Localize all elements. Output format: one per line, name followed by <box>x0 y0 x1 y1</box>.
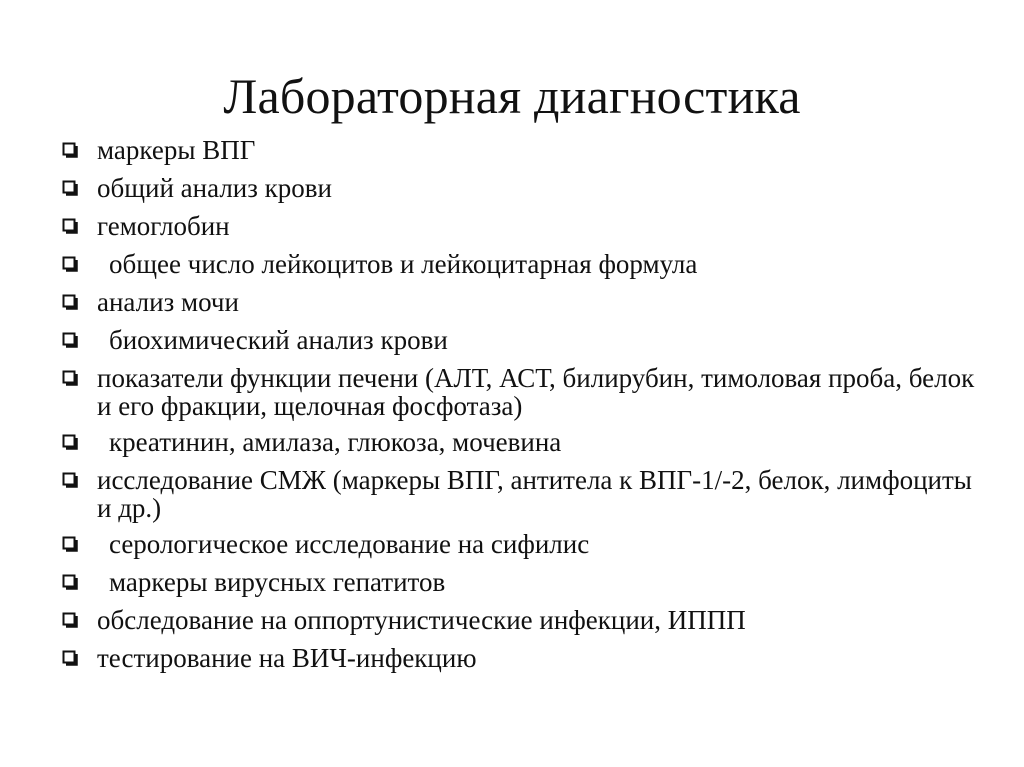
checkbox-square-icon <box>62 536 79 553</box>
list-item <box>62 212 982 240</box>
list-item-text: маркеры вирусных гепатитов <box>109 567 446 597</box>
checkbox-square-icon <box>62 574 79 591</box>
checkbox-square-icon <box>62 256 79 273</box>
list-item-text: общее число лейкоцитов и лейкоцитарная формула <box>109 249 698 279</box>
list-item-text: показатели функции печени (АЛТ, АСТ, билирубин, тимоловая проба, белок и его фракции, щелочная фосфотаза) <box>97 363 975 421</box>
checkbox-square-icon <box>62 142 79 159</box>
checkbox-square-icon <box>62 370 79 387</box>
list-item <box>62 644 982 672</box>
slide-title: Лабораторная диагностика <box>223 68 801 124</box>
checkbox-square-icon <box>62 434 79 451</box>
list-item-text: креатинин, амилаза, глюкоза, мочевина <box>109 427 562 457</box>
checkbox-square-icon <box>62 218 79 235</box>
list-item <box>62 364 982 420</box>
list-item <box>62 606 982 634</box>
list-item-text: тестирование на ВИЧ-инфекцию <box>97 643 477 673</box>
list-item-text: биохимический анализ крови <box>109 325 448 355</box>
checkbox-square-icon <box>62 650 79 667</box>
list-item-text: общий анализ крови <box>97 173 332 203</box>
list-item <box>62 568 982 596</box>
list-item <box>62 428 982 456</box>
list-item <box>62 174 982 202</box>
diagnostics-list <box>62 136 982 682</box>
list-item <box>62 136 982 164</box>
checkbox-square-icon <box>62 612 79 629</box>
list-item <box>62 288 982 316</box>
checkbox-square-icon <box>62 472 79 489</box>
list-item-text: обследование на оппортунистические инфекции, ИППП <box>97 605 746 635</box>
list-item <box>62 530 982 558</box>
list-item <box>62 466 982 522</box>
checkbox-square-icon <box>62 332 79 349</box>
list-item <box>62 250 982 278</box>
list-item-text: маркеры ВПГ <box>97 135 256 165</box>
list-item-text: серологическое исследование на сифилис <box>109 529 590 559</box>
checkbox-square-icon <box>62 180 79 197</box>
list-item-text: гемоглобин <box>97 211 230 241</box>
list-item-text: анализ мочи <box>97 287 239 317</box>
checkbox-square-icon <box>62 294 79 311</box>
list-item <box>62 326 982 354</box>
list-item-text: исследование СМЖ (маркеры ВПГ, антитела к ВПГ-1/-2, белок, лимфоциты и др.) <box>97 465 972 523</box>
